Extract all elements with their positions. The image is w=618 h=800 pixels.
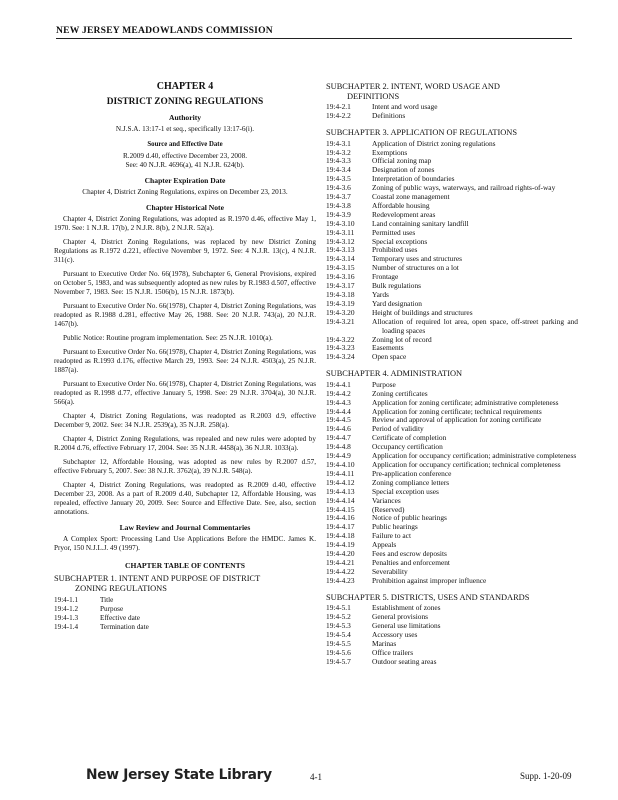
toc-entry bbox=[326, 434, 578, 443]
section-number: 19:4-1.1 bbox=[54, 596, 79, 605]
history-note: Chapter 4, District Zoning Regulations, was readopted as R.2003 d.9, effective December 9, 2002. See: 34 N.J.R. 2539(a), 35 N.J.R. 258(a). bbox=[54, 412, 316, 429]
section-number: 19:4-3.1 bbox=[326, 138, 351, 148]
history-note: Pursuant to Executive Order No. 66(1978), Chapter 4, District Zoning Regulations, was readopted as R.1993 d.176, effective March 29, 1993. See: 24 N.J.R. 4503(a), 25 N.J.R. 1887(a). bbox=[54, 348, 316, 374]
section-title: Title bbox=[100, 596, 114, 605]
section-title: Appeals bbox=[372, 540, 397, 550]
section-title: Easements bbox=[372, 343, 404, 353]
toc-entry bbox=[326, 282, 578, 291]
toc-entry bbox=[326, 604, 578, 613]
section-title: Bulk regulations bbox=[372, 281, 422, 291]
section-number: 19:4-5.7 bbox=[326, 656, 351, 666]
section-number: 19:4-3.5 bbox=[326, 174, 351, 184]
section-number: 19:4-3.18 bbox=[326, 290, 355, 299]
toc-entry bbox=[326, 140, 578, 149]
section-title: Official zoning map bbox=[372, 156, 432, 166]
toc-entry bbox=[326, 202, 578, 211]
toc-entry bbox=[326, 112, 578, 121]
section-title: Land containing sanitary landfill bbox=[372, 218, 469, 228]
chapter-number: CHAPTER 4 bbox=[156, 81, 214, 92]
toc-entry bbox=[54, 596, 316, 605]
history-note: Chapter 4, District Zoning Regulations, was adopted as R.1970 d.46, effective May 1, 1970. See: 1 N.J.R. 17(b), 2 N.J.R. 8(b), 2 N.J.R. 52(a). bbox=[54, 215, 316, 232]
toc-entry bbox=[326, 291, 578, 300]
page-number: 4-1 bbox=[310, 772, 322, 782]
section-number: 19:4-4.4 bbox=[326, 406, 351, 416]
toc-entry bbox=[326, 103, 578, 112]
law-review-text: A Complex Sport: Processing Land Use Applications Before the HMDC. James K. Pryor, 150 N.J.L.J. 49 (1997). bbox=[54, 535, 316, 552]
section-number: 19:4-3.10 bbox=[326, 218, 355, 228]
section-title: Fees and escrow deposits bbox=[372, 549, 447, 559]
section-number: 19:4-3.9 bbox=[326, 209, 351, 219]
section-number: 19:4-3.14 bbox=[326, 254, 355, 264]
toc-entry bbox=[326, 577, 578, 586]
section-title: Penalties and enforcement bbox=[372, 557, 450, 567]
section-number: 19:4-4.10 bbox=[326, 460, 355, 469]
toc-entry bbox=[326, 649, 578, 658]
right-column bbox=[326, 82, 578, 667]
section-title: Zoning compliance letters bbox=[372, 477, 450, 487]
section-title: Coastal zone management bbox=[372, 192, 450, 202]
section-number: 19:4-3.11 bbox=[326, 227, 355, 237]
toc-list bbox=[326, 381, 578, 586]
library-stamp: New Jersey State Library bbox=[86, 767, 272, 783]
section-title: Notice of public hearings bbox=[372, 513, 447, 523]
toc-entry bbox=[326, 523, 578, 532]
section-number: 19:4-4.3 bbox=[326, 397, 351, 407]
section-number: 19:4-3.22 bbox=[326, 334, 355, 344]
section-number: 19:4-1.4 bbox=[54, 623, 79, 632]
section-number: 19:4-4.17 bbox=[326, 522, 355, 532]
section-title: Public hearings bbox=[372, 522, 418, 532]
section-title: Prohibition against improper influence bbox=[372, 575, 487, 585]
toc-heading: CHAPTER TABLE OF CONTENTS bbox=[125, 561, 245, 570]
section-number: 19:4-4.22 bbox=[326, 566, 355, 576]
toc-entry bbox=[326, 273, 578, 282]
section-number: 19:4-5.5 bbox=[326, 638, 351, 648]
section-title: Special exceptions bbox=[372, 236, 428, 246]
supplement-date: Supp. 1-20-09 bbox=[520, 771, 572, 781]
section-number: 19:4-4.11 bbox=[326, 468, 355, 478]
section-number: 19:4-4.12 bbox=[326, 477, 355, 487]
section-title: Application for zoning certificate; administrative completeness bbox=[372, 397, 559, 407]
section-number: 19:4-5.2 bbox=[326, 612, 351, 622]
section-number: 19:4-4.18 bbox=[326, 531, 355, 541]
section-title: Height of buildings and structures bbox=[372, 307, 473, 317]
toc-entry bbox=[326, 658, 578, 667]
expiration-heading: Chapter Expiration Date bbox=[144, 176, 226, 185]
section-title: Redevelopment areas bbox=[372, 209, 436, 219]
section-title: Variances bbox=[372, 495, 401, 505]
section-title: Yards bbox=[372, 290, 389, 299]
section-title: Number of structures on a lot bbox=[372, 263, 459, 273]
source-heading: Source and Effective Date bbox=[147, 141, 223, 148]
toc-list bbox=[54, 596, 316, 632]
toc-entry bbox=[326, 559, 578, 568]
section-title: Definitions bbox=[372, 111, 406, 121]
subchapter-heading: SUBCHAPTER 5. DISTRICTS, USES AND STANDARDS bbox=[326, 592, 530, 602]
section-number: 19:4-3.23 bbox=[326, 343, 355, 353]
history-note: Pursuant to Executive Order No. 66(1978), Chapter 4, District Zoning Regulations, was readopted as R.1988 d.281, effective May 26, 1988. See: 20 N.J.R. 743(a), 20 N.J.R. 1467(b). bbox=[54, 302, 316, 328]
toc-entry bbox=[326, 157, 578, 166]
section-title: Marinas bbox=[372, 638, 397, 648]
toc-entry bbox=[326, 461, 578, 470]
toc-entry bbox=[326, 541, 578, 550]
section-title: Occupancy certification bbox=[372, 442, 443, 452]
section-number: 19:4-3.4 bbox=[326, 165, 351, 175]
toc-entry bbox=[326, 506, 578, 515]
section-title: Review and approval of application for zoning certificate bbox=[372, 415, 542, 425]
section-title: Yard designation bbox=[372, 298, 422, 308]
toc-list bbox=[326, 140, 578, 363]
section-number: 19:4-3.13 bbox=[326, 245, 355, 255]
section-title: Purpose bbox=[100, 605, 124, 614]
toc-entry bbox=[326, 479, 578, 488]
toc-entry bbox=[326, 470, 578, 479]
history-note: Public Notice: Routine program implementation. See: 25 N.J.R. 1010(a). bbox=[63, 334, 273, 342]
history-note: Chapter 4, District Zoning Regulations, was replaced by new District Zoning Regulations as R.1972 d.221, effective November 9, 1972. See: 4 N.J.R. 13(c), 4 N.J.R. 311(c). bbox=[54, 238, 316, 264]
toc-entry bbox=[326, 229, 578, 238]
section-number: 19:4-4.21 bbox=[326, 557, 355, 567]
section-number: 19:4-3.20 bbox=[326, 307, 355, 317]
section-title: Temporary uses and structures bbox=[372, 254, 462, 264]
section-number: 19:4-2.1 bbox=[326, 102, 351, 112]
toc-entry bbox=[326, 631, 578, 640]
section-number: 19:4-4.2 bbox=[326, 388, 351, 398]
toc-entry bbox=[326, 149, 578, 158]
toc-entry bbox=[326, 550, 578, 559]
section-title: (Reserved) bbox=[372, 504, 405, 514]
section-title: Application for occupancy certification; technical completeness bbox=[372, 460, 561, 469]
section-number: 19:4-4.19 bbox=[326, 540, 355, 550]
authority-heading: Authority bbox=[168, 113, 202, 122]
section-title: Severability bbox=[372, 566, 408, 576]
section-title: Open space bbox=[372, 352, 407, 362]
history-note: Pursuant to Executive Order No. 66(1978), Chapter 4, District Zoning Regulations, was readopted as R.1998 d.77, effective January 5, 1998. See: 29 N.J.R. 3704(a), 30 N.J.R. 566(a). bbox=[54, 380, 316, 406]
toc-entry bbox=[326, 238, 578, 247]
toc-entry bbox=[326, 344, 578, 353]
section-number: 19:4-4.5 bbox=[326, 415, 351, 425]
toc-entry bbox=[326, 220, 578, 229]
section-title: Application for zoning certificate; technical requirements bbox=[372, 406, 542, 416]
section-title: Affordable housing bbox=[372, 200, 430, 210]
section-title: General provisions bbox=[372, 612, 429, 622]
section-title: Period of validity bbox=[372, 424, 424, 434]
toc-entry bbox=[326, 193, 578, 202]
section-title: Outdoor seating areas bbox=[372, 656, 437, 666]
section-title: Frontage bbox=[372, 272, 399, 282]
section-number: 19:4-1.2 bbox=[54, 605, 79, 614]
section-number: 19:4-4.6 bbox=[326, 424, 351, 434]
section-title: Special exception uses bbox=[372, 486, 439, 496]
toc-entry bbox=[326, 514, 578, 523]
section-title: Permitted uses bbox=[372, 227, 416, 237]
toc-entry bbox=[326, 184, 578, 193]
subchapter-heading: SUBCHAPTER 2. INTENT, WORD USAGE AND DEFINITIONS bbox=[326, 82, 500, 101]
section-title: Failure to act bbox=[372, 531, 411, 541]
toc-list bbox=[326, 604, 578, 666]
section-number: 19:4-3.16 bbox=[326, 272, 355, 282]
history-note: Pursuant to Executive Order No. 66(1978), Subchapter 6, General Provisions, expired on October 5, 1983, and was subsequently adopted as new rules by R.1983 d.507, effective November 7, 1983. See: 15 N.J.R. 1506(b), 15 N.J.R. 1873(b). bbox=[54, 270, 316, 296]
toc-entry bbox=[326, 640, 578, 649]
section-number: 19:4-3.12 bbox=[326, 236, 355, 246]
section-number: 19:4-3.6 bbox=[326, 183, 351, 193]
section-title: Purpose bbox=[372, 379, 396, 389]
toc-entry bbox=[326, 353, 578, 362]
section-number: 19:4-4.7 bbox=[326, 433, 351, 443]
section-number: 19:4-4.16 bbox=[326, 513, 355, 523]
toc-entry bbox=[326, 264, 578, 273]
section-number: 19:4-3.8 bbox=[326, 200, 351, 210]
subchapter-heading: SUBCHAPTER 4. ADMINISTRATION bbox=[326, 369, 463, 379]
section-title: Application for occupancy certification; administrative completeness bbox=[372, 451, 577, 461]
section-number: 19:4-4.1 bbox=[326, 379, 351, 389]
source-line: R.2009 d.40, effective December 23, 2008. bbox=[122, 152, 248, 160]
section-number: 19:4-4.23 bbox=[326, 575, 355, 585]
law-review-heading: Law Review and Journal Commentaries bbox=[119, 523, 251, 532]
section-number: 19:4-3.21 bbox=[326, 316, 355, 326]
section-title: Allocation of required lot area, open space, off-street parking and loading spaces bbox=[372, 316, 578, 335]
toc-entry bbox=[326, 488, 578, 497]
section-title: Termination date bbox=[100, 623, 149, 632]
left-column bbox=[54, 82, 316, 632]
section-number: 19:4-3.7 bbox=[326, 192, 351, 202]
toc-entry bbox=[326, 613, 578, 622]
toc-entry bbox=[326, 532, 578, 541]
expiration-text: Chapter 4, District Zoning Regulations, expires on December 23, 2013. bbox=[82, 188, 288, 196]
section-title: Establishment of zones bbox=[372, 603, 441, 613]
section-number: 19:4-3.3 bbox=[326, 156, 351, 166]
section-number: 19:4-3.24 bbox=[326, 352, 355, 362]
section-number: 19:4-4.8 bbox=[326, 442, 351, 452]
source-line: See: 40 N.J.R. 4696(a), 41 N.J.R. 624(b). bbox=[125, 161, 245, 169]
section-title: Interpretation of boundaries bbox=[372, 174, 455, 184]
history-note: Chapter 4, District Zoning Regulations, was repealed and new rules were adopted by R.2004 d.76, effective February 17, 2004. See: 35 N.J.R. 4458(a), 36 N.J.R. 1033(a). bbox=[54, 435, 316, 452]
section-number: 19:4-1.3 bbox=[54, 614, 79, 623]
section-number: 19:4-4.20 bbox=[326, 549, 355, 559]
section-number: 19:4-3.2 bbox=[326, 147, 351, 157]
chapter-title: DISTRICT ZONING REGULATIONS bbox=[106, 97, 264, 107]
section-number: 19:4-4.15 bbox=[326, 504, 355, 514]
section-number: 19:4-2.2 bbox=[326, 111, 351, 121]
toc-entry bbox=[326, 497, 578, 506]
section-title: General use limitations bbox=[372, 621, 441, 631]
section-title: Exemptions bbox=[372, 147, 408, 157]
toc-entry bbox=[326, 381, 578, 390]
section-title: Office trailers bbox=[372, 647, 414, 657]
toc-entry bbox=[326, 416, 578, 425]
section-number: 19:4-5.3 bbox=[326, 621, 351, 631]
section-title: Intent and word usage bbox=[372, 102, 438, 112]
toc-list bbox=[326, 103, 578, 121]
section-title: Prohibited uses bbox=[372, 245, 418, 255]
history-note: Chapter 4, District Zoning Regulations, was readopted as R.2009 d.40, effective December 23, 2008. As a part of R.2009 d.40, Subchapter 12, Affordable Housing, was repealed, effective January 20, 2009. See: Source and Effective Date. See, also, section annotations. bbox=[54, 481, 316, 516]
authority-text: N.J.S.A. 13:17-1 et seq., specifically 13:17-6(i). bbox=[115, 125, 255, 133]
section-title: Zoning certificates bbox=[372, 388, 428, 398]
toc-entry bbox=[54, 623, 316, 632]
section-title: Accessory uses bbox=[372, 630, 418, 639]
toc-entry bbox=[54, 605, 316, 614]
section-number: 19:4-5.4 bbox=[326, 630, 351, 639]
section-number: 19:4-3.15 bbox=[326, 263, 355, 273]
section-title: Effective date bbox=[100, 614, 140, 623]
running-header: NEW JERSEY MEADOWLANDS COMMISSION bbox=[56, 25, 572, 39]
section-number: 19:4-5.1 bbox=[326, 603, 351, 613]
toc-entry bbox=[326, 622, 578, 631]
section-title: Application of District zoning regulations bbox=[372, 138, 496, 148]
section-number: 19:4-3.17 bbox=[326, 281, 355, 291]
section-number: 19:4-4.13 bbox=[326, 486, 355, 496]
subchapter-heading: SUBCHAPTER 3. APPLICATION OF REGULATIONS bbox=[326, 128, 518, 137]
section-number: 19:4-4.14 bbox=[326, 495, 355, 505]
history-heading: Chapter Historical Note bbox=[146, 203, 224, 212]
section-number: 19:4-5.6 bbox=[326, 647, 351, 657]
toc-entry bbox=[326, 425, 578, 434]
history-notes bbox=[54, 215, 316, 517]
section-title: Zoning of public ways, waterways, and railroad rights-of-way bbox=[372, 183, 556, 193]
subchapter-heading: SUBCHAPTER 1. INTENT AND PURPOSE OF DISTRICT ZONING REGULATIONS bbox=[54, 574, 261, 593]
toc-entry bbox=[326, 336, 578, 345]
toc-entry bbox=[326, 318, 578, 336]
section-title: Certificate of completion bbox=[372, 433, 447, 443]
toc-entry bbox=[54, 614, 316, 623]
section-title: Designation of zones bbox=[372, 165, 435, 175]
section-number: 19:4-3.19 bbox=[326, 298, 355, 308]
history-note: Subchapter 12, Affordable Housing, was adopted as new rules by R.2007 d.57, effective February 5, 2007. See: 38 N.J.R. 3762(a), 39 N.J.R. 548(a). bbox=[54, 458, 316, 475]
section-title: Zoning lot of record bbox=[372, 334, 432, 344]
section-title: Pre-application conference bbox=[372, 468, 452, 478]
section-number: 19:4-4.9 bbox=[326, 451, 351, 461]
